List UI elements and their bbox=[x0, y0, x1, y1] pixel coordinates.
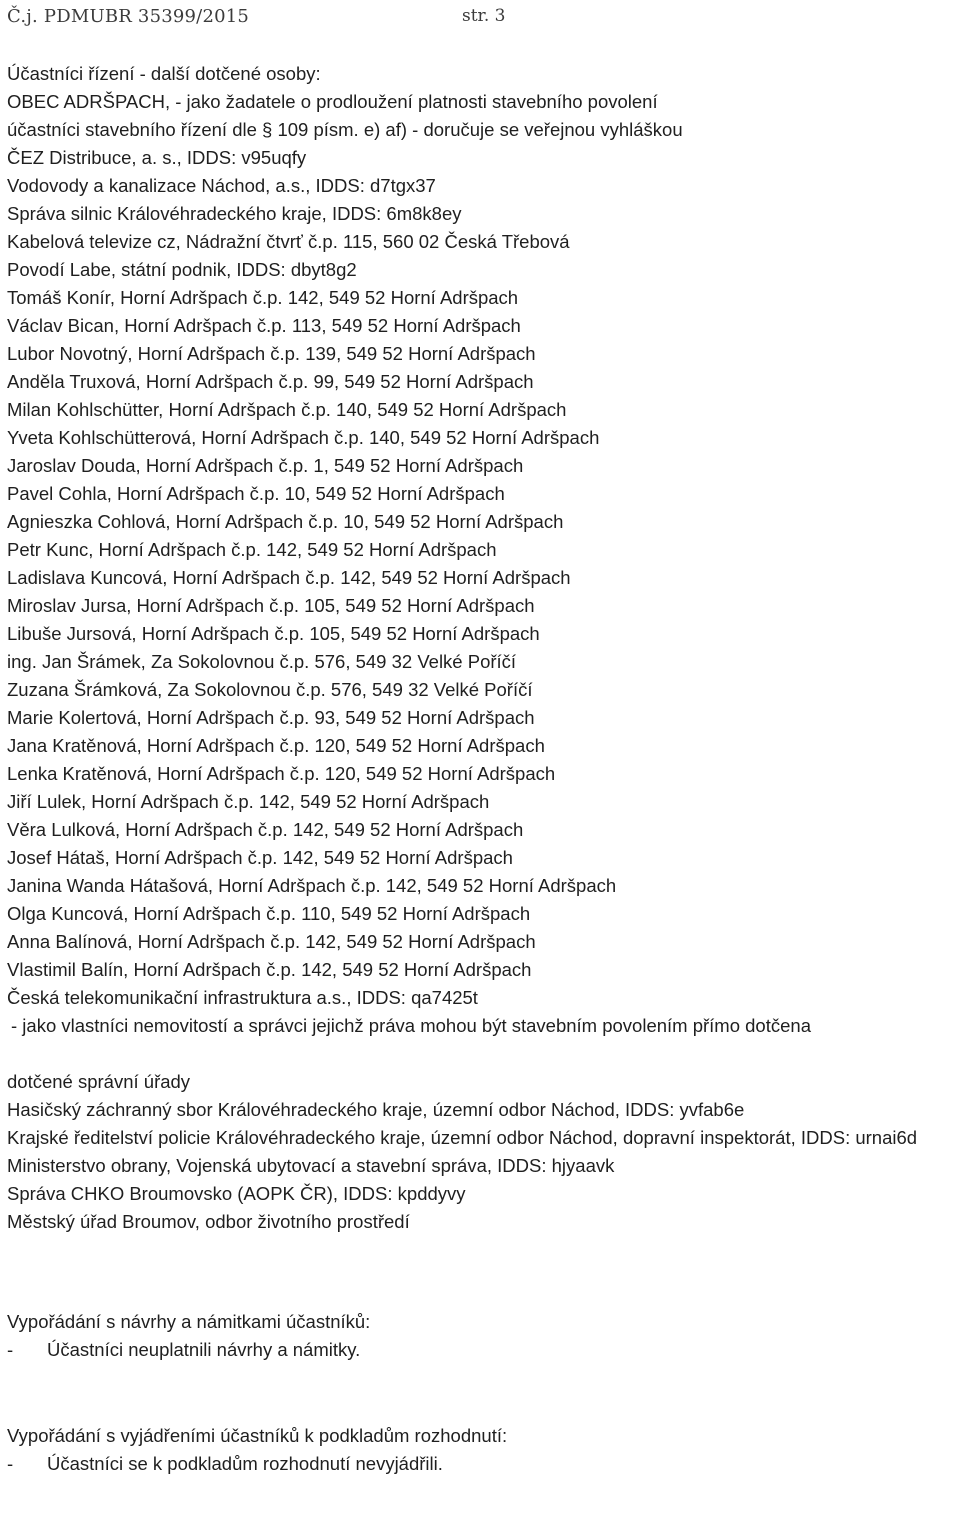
statements-item-text: Účastníci se k podkladům rozhodnutí nevyjádřili. bbox=[47, 1453, 443, 1474]
participant-line: Václav Bican, Horní Adršpach č.p. 113, 549 52 Horní Adršpach bbox=[7, 315, 521, 336]
participant-line: Pavel Cohla, Horní Adršpach č.p. 10, 549 52 Horní Adršpach bbox=[7, 483, 505, 504]
participant-line: Česká telekomunikační infrastruktura a.s., IDDS: qa7425t bbox=[7, 987, 478, 1008]
spacer bbox=[7, 1364, 957, 1422]
participant-line: Josef Hátaš, Horní Adršpach č.p. 142, 549 52 Horní Adršpach bbox=[7, 847, 513, 868]
participant-line: Tomáš Konír, Horní Adršpach č.p. 142, 549 52 Horní Adršpach bbox=[7, 287, 519, 308]
page-header bbox=[0, 0, 960, 40]
participant-line: Milan Kohlschütter, Horní Adršpach č.p. 140, 549 52 Horní Adršpach bbox=[7, 399, 567, 420]
participant-line: ČEZ Distribuce, a. s., IDDS: v95uqfy bbox=[7, 147, 307, 168]
participant-line: Jiří Lulek, Horní Adršpach č.p. 142, 549 52 Horní Adršpach bbox=[7, 791, 490, 812]
participant-line: Jaroslav Douda, Horní Adršpach č.p. 1, 549 52 Horní Adršpach bbox=[7, 455, 524, 476]
participant-line: účastníci stavebního řízení dle § 109 písm. e) af) - doručuje se veřejnou vyhláškou bbox=[7, 119, 683, 140]
dash-bullet: - bbox=[7, 1453, 14, 1474]
participant-line: Anděla Truxová, Horní Adršpach č.p. 99, 549 52 Horní Adršpach bbox=[7, 371, 534, 392]
participant-line: Libuše Jursová, Horní Adršpach č.p. 105, 549 52 Horní Adršpach bbox=[7, 623, 540, 644]
participant-line: Kabelová televize cz, Nádražní čtvrť č.p. 115, 560 02 Česká Třebová bbox=[7, 231, 570, 252]
proposals-item bbox=[7, 1336, 957, 1364]
participant-line: Anna Balínová, Horní Adršpach č.p. 142, 549 52 Horní Adršpach bbox=[7, 931, 536, 952]
dash-bullet: - bbox=[7, 1339, 14, 1360]
participant-line: ing. Jan Šrámek, Za Sokolovnou č.p. 576, 549 32 Velké Poříčí bbox=[7, 651, 517, 672]
spacer bbox=[7, 1040, 957, 1068]
participant-line: Vodovody a kanalizace Náchod, a.s., IDDS: d7tgx37 bbox=[7, 175, 436, 196]
authority-item: Městský úřad Broumov, odbor životního prostředí bbox=[7, 1211, 410, 1232]
participant-line: Olga Kuncová, Horní Adršpach č.p. 110, 549 52 Horní Adršpach bbox=[7, 903, 531, 924]
participant-line: Agnieszka Cohlová, Horní Adršpach č.p. 10, 549 52 Horní Adršpach bbox=[7, 511, 564, 532]
proposals-item-text: Účastníci neuplatnili návrhy a námitky. bbox=[47, 1339, 361, 1360]
participant-line: Zuzana Šrámková, Za Sokolovnou č.p. 576, 549 32 Velké Poříčí bbox=[7, 679, 533, 700]
participants-heading: Účastníci řízení - další dotčené osoby: bbox=[7, 63, 321, 84]
participant-line: Lubor Novotný, Horní Adršpach č.p. 139, 549 52 Horní Adršpach bbox=[7, 343, 536, 364]
participant-line: Vlastimil Balín, Horní Adršpach č.p. 142, 549 52 Horní Adršpach bbox=[7, 959, 532, 980]
participant-line: Ladislava Kuncová, Horní Adršpach č.p. 142, 549 52 Horní Adršpach bbox=[7, 567, 571, 588]
reference-number: Č.j. PDMUBR 35399/2015 bbox=[7, 6, 250, 27]
page-number: str. 3 bbox=[462, 6, 506, 26]
document-body bbox=[7, 60, 957, 1478]
authority-item: Hasičský záchranný sbor Královéhradeckého kraje, územní odbor Náchod, IDDS: yvfab6e bbox=[7, 1099, 745, 1120]
participant-line: Marie Kolertová, Horní Adršpach č.p. 93, 549 52 Horní Adršpach bbox=[7, 707, 535, 728]
authorities-heading: dotčené správní úřady bbox=[7, 1071, 191, 1092]
statements-heading: Vypořádání s vyjádřeními účastníků k podkladům rozhodnutí: bbox=[7, 1425, 508, 1446]
participant-line: Lenka Kratěnová, Horní Adršpach č.p. 120, 549 52 Horní Adršpach bbox=[7, 763, 556, 784]
participant-line: Petr Kunc, Horní Adršpach č.p. 142, 549 52 Horní Adršpach bbox=[7, 539, 497, 560]
spacer bbox=[7, 1236, 957, 1308]
participant-line: OBEC ADRŠPACH, - jako žadatele o prodloužení platnosti stavebního povolení bbox=[7, 91, 658, 112]
authority-item: Správa CHKO Broumovsko (AOPK ČR), IDDS: kpddyvy bbox=[7, 1183, 466, 1204]
participant-line: Janina Wanda Hátašová, Horní Adršpach č.p. 142, 549 52 Horní Adršpach bbox=[7, 875, 617, 896]
authority-item: Ministerstvo obrany, Vojenská ubytovací a stavební správa, IDDS: hjyaavk bbox=[7, 1155, 615, 1176]
authority-item: Krajské ředitelství policie Královéhradeckého kraje, územní odbor Náchod, dopravní inspektorát, IDDS: urnai6d bbox=[7, 1127, 918, 1148]
participant-line: Jana Kratěnová, Horní Adršpach č.p. 120, 549 52 Horní Adršpach bbox=[7, 735, 545, 756]
participants-note: - jako vlastníci nemovitostí a správci jejichž práva mohou být stavebním povolením přímo dotčena bbox=[11, 1015, 811, 1036]
participant-line: Věra Lulková, Horní Adršpach č.p. 142, 549 52 Horní Adršpach bbox=[7, 819, 524, 840]
participant-list bbox=[7, 88, 957, 1012]
participant-line: Yveta Kohlschütterová, Horní Adršpach č.p. 140, 549 52 Horní Adršpach bbox=[7, 427, 600, 448]
participant-line: Správa silnic Královéhradeckého kraje, IDDS: 6m8k8ey bbox=[7, 203, 462, 224]
statements-item bbox=[7, 1450, 957, 1478]
participant-line: Povodí Labe, státní podnik, IDDS: dbyt8g2 bbox=[7, 259, 357, 280]
participant-line: Miroslav Jursa, Horní Adršpach č.p. 105, 549 52 Horní Adršpach bbox=[7, 595, 535, 616]
proposals-heading: Vypořádání s návrhy a námitkami účastníků: bbox=[7, 1311, 371, 1332]
